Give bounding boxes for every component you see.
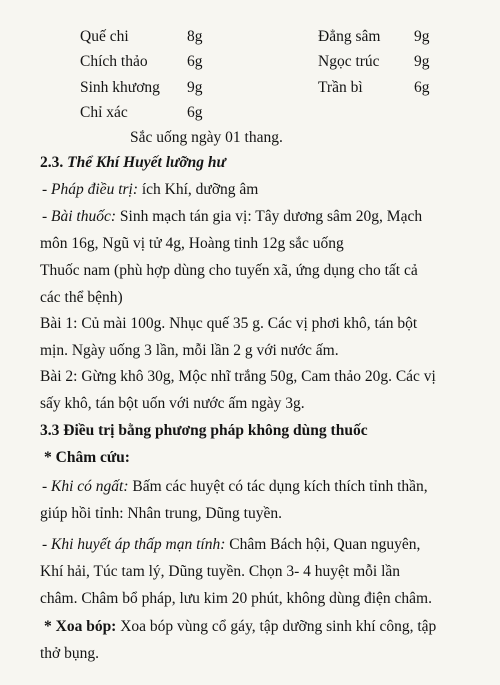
herb-name: Chích thảo [80,53,148,70]
herb-dose: 9g [187,79,203,96]
recipe-2-line-2: sấy khô, tán bột uốn với nước ấm ngày 3g. [40,395,305,412]
hypotension-label: - Khi huyết áp thấp mạn tính: [42,536,226,553]
herb-dose: 9g [414,53,430,70]
massage-line [44,617,436,637]
hypotension-line-3: châm. Châm bổ pháp, lưu kim 20 phút, không dùng điện châm. [40,590,432,607]
folk-remedy-line: Thuốc nam (phù hợp dùng cho tuyến xã, ứng dụng cho tất cả [40,262,418,279]
faint-label: - Khi có ngất: [42,478,129,495]
faint-line [42,477,428,497]
recipe-1-line-2: mịn. Ngày uống 3 lần, mỗi lần 2 g với nước ấm. [40,342,339,359]
herb-name: Trần bì [318,79,363,96]
hypotension-line [42,535,420,555]
herb-name: Chỉ xác [80,104,128,121]
folk-remedy-line-2: các thể bệnh) [40,289,123,306]
dosage-note: Sắc uống ngày 01 thang. [130,129,283,146]
herb-dose: 8g [187,28,203,45]
herb-name: Ngọc trúc [318,53,380,70]
massage-line-2: thở bụng. [40,645,100,662]
herb-dose: 6g [187,53,203,70]
recipe-1-line: Bài 1: Củ mài 100g. Nhục quế 35 g. Các vị phơi khô, tán bột [40,315,418,332]
section-title: Thể Khí Huyết lưỡng hư [67,154,226,171]
herb-dose: 9g [414,28,430,45]
remedy-text: Sinh mạch tán gia vị: Tây dương sâm 20g, Mạch [116,208,423,225]
remedy-line-2: môn 16g, Ngũ vị tử 4g, Hoàng tinh 12g sắc uống [40,235,344,252]
recipe-2-line: Bài 2: Gừng khô 30g, Mộc nhĩ trắng 50g, Cam thảo 20g. Các vị [40,368,436,385]
herb-name: Quế chi [80,28,129,45]
section-heading [40,153,226,173]
herb-name: Đẳng sâm [318,28,381,45]
hypotension-line-2: Khí hải, Túc tam lý, Dũng tuyền. Chọn 3- 4 huyệt mỗi lần [40,563,401,580]
faint-line-2: giúp hồi tỉnh: Nhân trung, Dũng tuyền. [40,505,282,522]
faint-text: Bấm các huyệt có tác dụng kích thích tỉnh thần, [128,478,428,495]
remedy-label: - Bài thuốc: [42,208,117,225]
remedy-line [42,207,422,227]
acupuncture-heading: * Châm cứu: [44,449,130,466]
herb-dose: 6g [187,104,203,121]
section-3-3-heading: 3.3 Điều trị bằng phương pháp không dùng thuốc [40,422,368,439]
method-label: - Pháp điều trị: [42,181,138,198]
method-line [42,180,258,200]
herb-name: Sinh khương [80,79,160,96]
massage-label: * Xoa bóp: [44,618,117,635]
section-number: 2.3. [40,154,64,171]
herb-dose: 6g [414,79,430,96]
method-text: ích Khí, dưỡng âm [138,181,259,198]
hypotension-text: Châm Bách hội, Quan nguyên, [225,536,421,553]
massage-text: Xoa bóp vùng cổ gáy, tập dưỡng sinh khí công, tập [116,618,437,635]
